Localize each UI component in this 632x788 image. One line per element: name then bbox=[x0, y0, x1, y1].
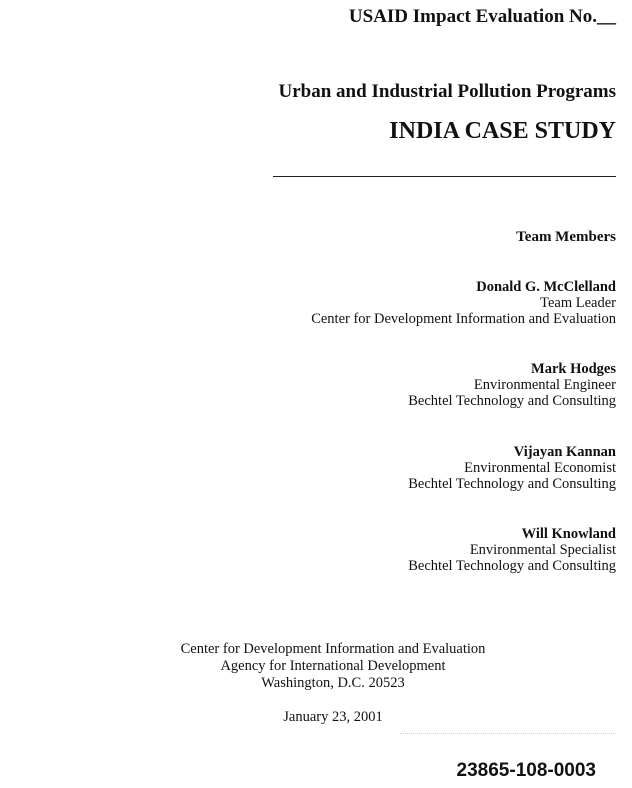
program-title: Urban and Industrial Pollution Programs bbox=[278, 81, 616, 102]
member-organization: Bechtel Technology and Consulting bbox=[408, 558, 616, 574]
team-members-heading: Team Members bbox=[516, 229, 616, 245]
publisher-agency: Agency for International Development bbox=[220, 658, 446, 674]
team-member bbox=[311, 279, 616, 327]
member-name: Will Knowland bbox=[521, 526, 616, 542]
member-role: Environmental Engineer bbox=[473, 377, 616, 393]
member-name: Vijayan Kannan bbox=[513, 444, 616, 460]
member-organization: Bechtel Technology and Consulting bbox=[408, 476, 616, 492]
team-member bbox=[408, 526, 616, 574]
member-name: Mark Hodges bbox=[531, 361, 616, 377]
publisher-center: Center for Development Information and Evaluation bbox=[180, 641, 486, 657]
member-organization: Bechtel Technology and Consulting bbox=[408, 393, 616, 409]
member-role: Environmental Economist bbox=[464, 460, 616, 476]
evaluation-number: USAID Impact Evaluation No.__ bbox=[348, 6, 616, 27]
team-member bbox=[408, 361, 616, 409]
scan-artifact bbox=[400, 733, 616, 734]
publication-date: January 23, 2001 bbox=[283, 709, 383, 725]
case-study-title: INDIA CASE STUDY bbox=[389, 118, 616, 144]
member-name: Donald G. McClelland bbox=[476, 279, 616, 295]
member-role: Environmental Specialist bbox=[469, 542, 616, 558]
member-organization: Center for Development Information and Evaluation bbox=[311, 311, 616, 327]
title-divider bbox=[273, 176, 616, 177]
team-member bbox=[408, 444, 616, 492]
publisher-city: Washington, D.C. 20523 bbox=[261, 675, 405, 691]
document-id: 23865-108-0003 bbox=[456, 760, 596, 781]
publisher-block bbox=[178, 641, 488, 692]
member-role: Team Leader bbox=[540, 295, 616, 311]
